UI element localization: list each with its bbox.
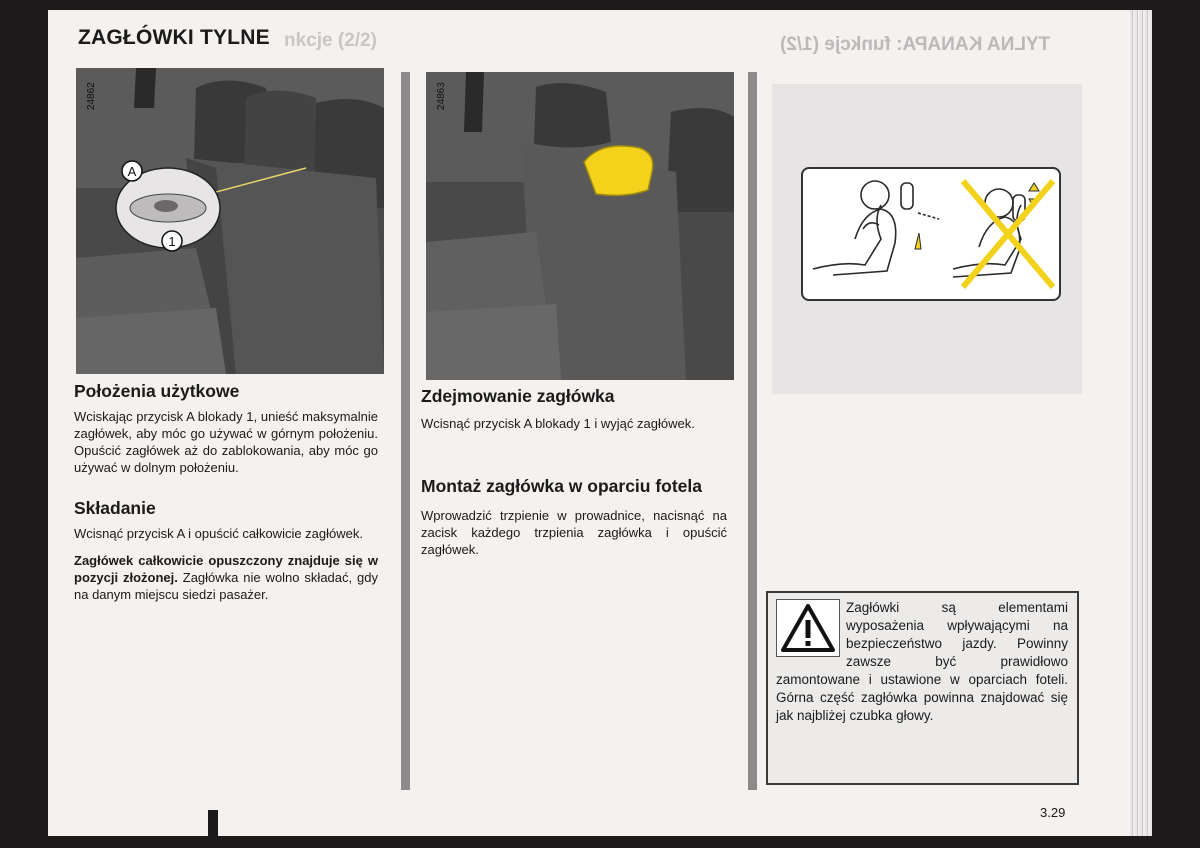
page-number: 3.29 [1040, 805, 1066, 820]
warning-text: Zagłówki są elementami wyposażenia wpływającymi na bezpieczeństwo jazdy. Powinny zawsze być prawidłowo zamontowane i ustawione w oparciach foteli. Górna część zagłówka powinna znajdować się jak najbliżej czubka głowy. [776, 600, 1068, 723]
seat-illustration-1 [76, 68, 384, 374]
warning-box [766, 591, 1079, 785]
photo-ref-2: 24863 [436, 82, 447, 110]
seat-photo-1 [76, 68, 384, 374]
section-heading-mounting: Montaż zagłówka w oparciu fotela [421, 476, 703, 496]
highlighted-headrest [584, 146, 653, 195]
svg-text:A: A [127, 164, 137, 179]
headrest-diagram-illustration [803, 169, 1059, 299]
section-text-positions: Wciskając przycisk A blokady 1, unieść maksymalnie zagłówek, aby móc go używać w górnym położeniu. Opuścić zagłówek aż do zablokowania, aby móc go używać w dolnym położeniu. [74, 409, 378, 475]
headrest-position-diagram [801, 167, 1061, 301]
photo-ref-1: 24862 [86, 82, 97, 110]
section-text-removal: Wcisnąć przycisk A blokady 1 i wyjąć zagłówek. [421, 416, 695, 431]
section-heading-removal: Zdejmowanie zagłówka [421, 386, 615, 406]
seat-photo-2 [426, 72, 734, 380]
column-divider-1 [401, 72, 410, 790]
column-2 [421, 386, 727, 558]
section-text-note: Zagłówek całkowicie opuszczony znajduje się w pozycji złożonej. Zagłówka nie wolno składać, gdy na danym miejscu siedzi pasażer. [74, 553, 378, 602]
section-heading-folding: Składanie [74, 498, 156, 518]
svg-text:1: 1 [168, 234, 176, 249]
page-marker-bar [208, 810, 218, 836]
ghost-title-left: nkcje (2/2) [284, 30, 377, 51]
column-divider-2 [748, 72, 757, 790]
page-edge [1130, 10, 1152, 836]
column-1 [74, 381, 378, 603]
ghost-title-right: TYLNA KANAPA: funkcje (1/2) [780, 34, 1051, 55]
seat-illustration-2 [426, 72, 734, 380]
page-title: ZAGŁÓWKI TYLNE [78, 26, 270, 49]
manual-page [48, 10, 1152, 836]
section-heading-positions: Położenia użytkowe [74, 381, 240, 401]
section-text-folding: Wcisnąć przycisk A i opuścić całkowicie zagłówek. [74, 526, 363, 541]
section-text-mounting: Wprowadzić trzpienie w prowadnice, nacisnąć na zacisk każdego trzpienia zagłówka i opuścić zagłówek. [421, 508, 727, 557]
